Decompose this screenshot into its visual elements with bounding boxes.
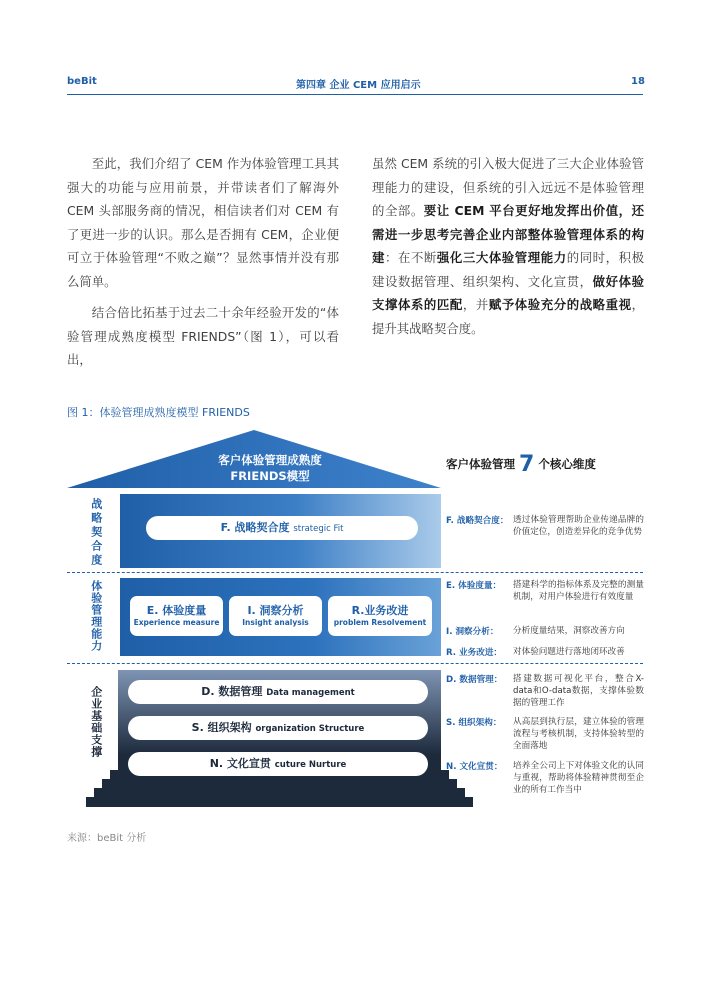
right-bold-h: 赋予体验充分的战略重视 <box>488 297 632 312</box>
left-paragraph-2: 结合倍比拓基于过去二十余年经验开发的“体验管理成熟度模型 FRIENDS”（图 1），可以看出， <box>67 305 339 367</box>
right-bold-b: 要让 CEM 平台更好地发挥出价值，还需进一步思考完善企业内部整体验管理体系的构建 <box>372 203 645 265</box>
right-bold-f: 做好体验支撑体系的匹配 <box>372 273 645 312</box>
fit-pill <box>146 516 418 540</box>
right-bold-d: 强化三大体验管理能力 <box>436 250 567 265</box>
side-capability-text: 体验管理能力 <box>89 580 103 652</box>
dim-desc-r: 对体验问题进行落地闭环改善 <box>513 647 625 657</box>
header-chapter: 第四章 企业 CEM 应用启示 <box>296 80 421 91</box>
dim-desc-i: 分析度量结果，洞察改善方向 <box>513 626 625 636</box>
dim-desc-s: 从高层到执行层，建立体验的管理流程与考核机制，支持体验转型的全面落地 <box>513 717 644 751</box>
right-text-e: 的同时，积极建设数据管理、组织架构、文化宣贯， <box>372 250 645 289</box>
right-title <box>446 452 596 477</box>
dim-desc-e: 搭建科学的指标体系及完整的测量机制，对用户体验进行有效度量 <box>513 580 644 602</box>
d-pill <box>128 680 428 704</box>
right-title-post: 个核心维度 <box>538 457 596 471</box>
dim-desc-d: 搭建数据可视化平台，整合X-data和O-data数据，支撑体验数据的管理工作 <box>513 674 644 708</box>
right-title-number: 7 <box>519 452 535 477</box>
left-column <box>67 152 339 380</box>
fit-en: strategic Fit <box>293 524 344 534</box>
r-pill <box>328 596 432 636</box>
n-en: cuture Nurture <box>274 760 347 770</box>
stair-4 <box>86 797 473 807</box>
d-en: Data management <box>266 688 355 698</box>
dim-desc-f: 透过体验管理帮助企业传递品牌的价值定位，创造差异化的竞争优势 <box>513 515 644 537</box>
right-text-g: ，并 <box>462 297 489 312</box>
e-pill <box>130 596 223 636</box>
header-brand: beBit <box>67 76 97 87</box>
dim-label-d: D. 数据管理： <box>446 675 503 685</box>
side-label-strategy <box>86 498 106 573</box>
dim-label-n: N. 文化宣贯： <box>446 762 503 772</box>
dim-label-r: R. 业务改进： <box>446 648 503 658</box>
roof-title-line2: FRIENDS模型 <box>230 469 310 483</box>
s-en: organization Structure <box>255 724 365 734</box>
strategy-panel <box>120 494 441 568</box>
right-text-c: ：在不断 <box>384 250 437 265</box>
divider-2 <box>67 663 643 664</box>
left-paragraph-1: 至此，我们介绍了 CEM 作为体验管理工具其强大的功能与应用前景，并带读者们了解海外 CEM 头部服务商的情况，相信读者们对 CEM 有了更进一步的认识。那么是否拥有 CEM，企业便可立于体验管理“不败之巅”？显然事情并没有那么简单。 <box>67 156 339 289</box>
e-cn: E. 体验度量 <box>146 604 207 617</box>
figure-caption: 图 1：体验管理成熟度模型 FRIENDS <box>67 406 250 419</box>
side-strategy-text: 战略契合度 <box>89 498 103 568</box>
dim-label-f: F. 战略契合度： <box>446 516 509 526</box>
n-cn: N. 文化宣贯 <box>209 757 271 770</box>
side-label-foundation <box>86 686 106 763</box>
s-cn: S. 组织架构 <box>191 721 252 734</box>
i-cn: I. 洞察分析 <box>247 604 304 617</box>
fit-cn: F. 战略契合度 <box>220 521 290 534</box>
header-divider <box>67 94 643 95</box>
source-note: 来源：beBit 分析 <box>67 833 147 844</box>
right-text-a: 虽然 CEM 系统的引入极大促进了三大企业体验管理能力的建设，但系统的引入远远不是体验管理的全部。 <box>372 156 644 218</box>
side-label-capability <box>86 580 106 657</box>
i-en: Insight analysis <box>242 618 309 627</box>
dim-label-i: I. 洞察分析： <box>446 627 499 637</box>
s-pill <box>128 716 428 740</box>
right-title-pre: 客户体验管理 <box>446 457 515 471</box>
r-cn: R.业务改进 <box>351 604 409 617</box>
dim-desc-n: 培养全公司上下对体验文化的认同与重视，帮助将体验精神贯彻至企业的所有工作当中 <box>513 761 644 795</box>
right-text-i: ，提升其战略契合度。 <box>372 297 645 336</box>
divider-1 <box>67 572 643 573</box>
right-column <box>372 152 644 348</box>
n-pill <box>128 752 428 776</box>
side-foundation-text: 企业基础支撑 <box>89 686 103 758</box>
dim-label-e: E. 体验度量： <box>446 581 502 591</box>
stair-2 <box>102 779 457 788</box>
i-pill <box>229 596 322 636</box>
roof-title-line1: 客户体验管理成熟度 <box>218 453 322 467</box>
d-cn: D. 数据管理 <box>201 685 263 698</box>
r-en: problem Resolvement <box>333 618 427 627</box>
capability-panel <box>120 578 441 656</box>
page-number: 18 <box>631 76 645 87</box>
e-en: Experience measure <box>133 618 220 627</box>
right-paragraph <box>372 152 644 340</box>
stair-3 <box>94 788 465 797</box>
dim-label-s: S. 组织架构： <box>446 718 502 728</box>
